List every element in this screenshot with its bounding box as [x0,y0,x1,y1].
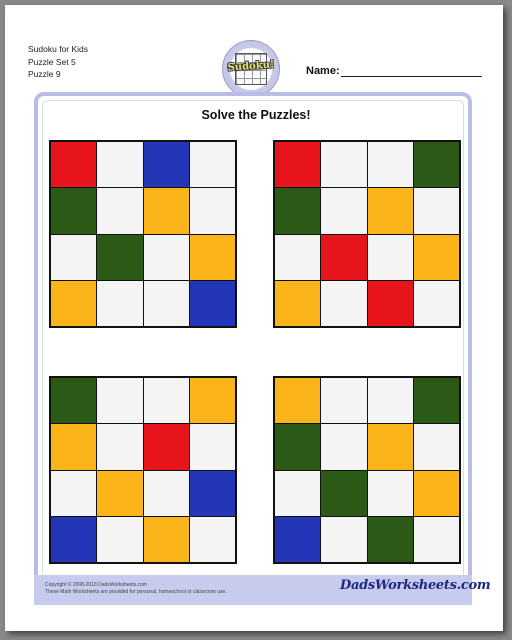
grid-cell [144,517,189,562]
grid-cell[interactable] [321,281,366,326]
grid-cell [321,471,366,516]
grid-cell [414,235,459,280]
puzzle-set: Puzzle Set 5 [28,56,76,67]
brand-logo[interactable]: DadsWorksheets.com [340,578,491,593]
grid-cell [144,142,189,187]
grid-cell [97,235,142,280]
sudoku-puzzle-3 [49,376,237,564]
grid-cell[interactable] [97,378,142,423]
grid-cell[interactable] [321,424,366,469]
grid-cell [144,424,189,469]
grid-cell[interactable] [368,142,413,187]
grid-cell [321,235,366,280]
grid-cell[interactable] [321,378,366,423]
grid-cell [414,378,459,423]
grid-cell[interactable] [321,142,366,187]
grid-cell [275,517,320,562]
grid-cell [275,378,320,423]
grid-cell[interactable] [97,142,142,187]
grid-cell [51,188,96,233]
name-label: Name: [306,65,340,77]
grid-cell [190,235,235,280]
grid-cell [51,517,96,562]
copyright-text: Copyright © 2008-2018 DadsWorksheets.com These Math Worksheets are provided for personal, homeschool or classroom use. [45,582,227,595]
grid-cell [275,281,320,326]
grid-cell [368,424,413,469]
grid-cell [275,424,320,469]
grid-cell[interactable] [275,471,320,516]
grid-cell [51,142,96,187]
grid-cell[interactable] [368,471,413,516]
grid-cell [414,142,459,187]
worksheet-title: Sudoku for Kids [28,44,89,54]
grid-cell[interactable] [51,471,96,516]
sudoku-puzzle-2 [273,140,461,328]
grid-cell [51,281,96,326]
grid-cell[interactable] [97,424,142,469]
grid-cell [275,142,320,187]
grid-cell[interactable] [190,424,235,469]
sudoku-puzzle-1 [49,140,237,328]
page-title: Solve the Puzzles! [201,108,311,122]
grid-cell[interactable] [414,424,459,469]
grid-cell [275,188,320,233]
grid-cell[interactable] [144,235,189,280]
grid-cell[interactable] [414,188,459,233]
grid-cell[interactable] [321,188,366,233]
grid-cell [190,471,235,516]
grid-cell[interactable] [321,517,366,562]
grid-cell[interactable] [275,235,320,280]
sudoku-logo [222,40,280,98]
grid-cell[interactable] [190,188,235,233]
grid-cell[interactable] [190,142,235,187]
logo-text: Sudoku! [227,59,275,74]
grid-cell[interactable] [368,378,413,423]
grid-cell [368,517,413,562]
grid-cell[interactable] [97,281,142,326]
sudoku-puzzle-4 [273,376,461,564]
grid-cell [97,471,142,516]
grid-cell[interactable] [144,471,189,516]
grid-cell[interactable] [414,517,459,562]
grid-cell [414,471,459,516]
puzzle-number: Puzzle 9 [28,69,61,79]
grid-cell [51,378,96,423]
grid-cell [368,188,413,233]
grid-cell [190,378,235,423]
grid-cell[interactable] [97,517,142,562]
grid-cell[interactable] [51,235,96,280]
grid-cell [51,424,96,469]
grid-cell[interactable] [368,235,413,280]
grid-cell[interactable] [190,517,235,562]
grid-cell [144,188,189,233]
grid-cell[interactable] [144,281,189,326]
grid-cell[interactable] [414,281,459,326]
worksheet-info [28,43,88,81]
grid-cell[interactable] [97,188,142,233]
grid-cell[interactable] [144,378,189,423]
grid-cell [368,281,413,326]
name-field-line[interactable] [341,76,482,77]
grid-cell [190,281,235,326]
